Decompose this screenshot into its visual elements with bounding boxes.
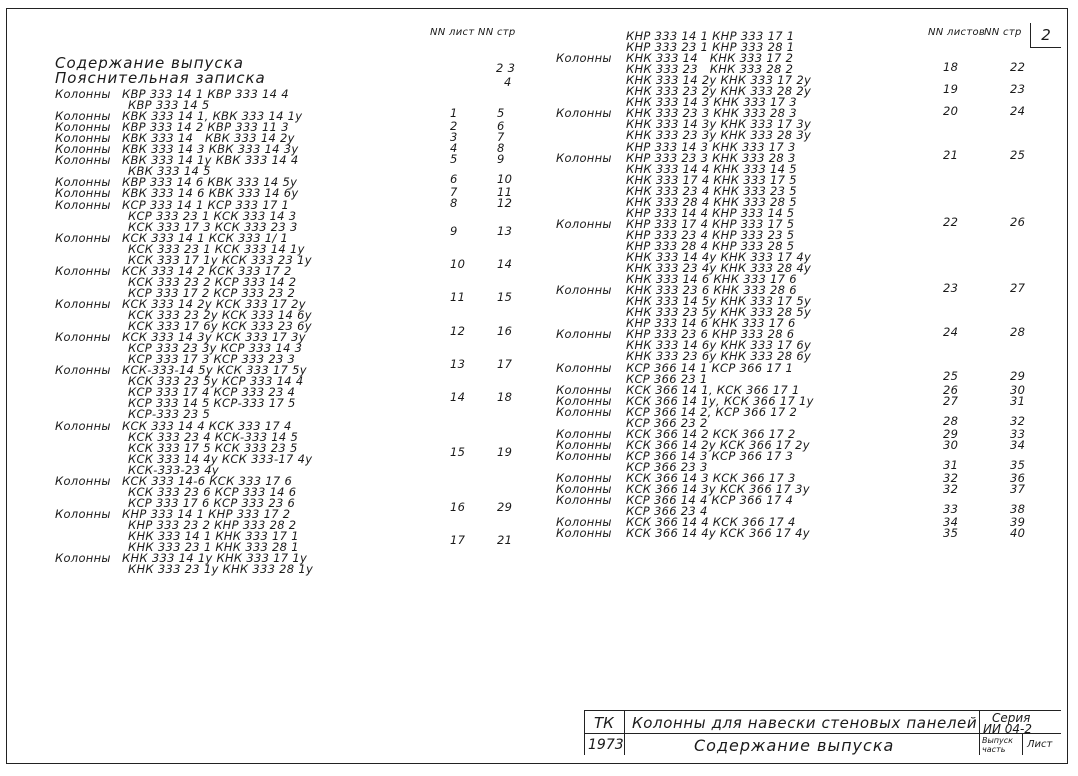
- left-row-code: КСК 333 14 4у КСК 333-17 4у: [128, 451, 313, 466]
- left-row-sheet: 15: [450, 445, 466, 460]
- left-row-page: 29: [497, 500, 513, 515]
- right-row-code: КНК 333 14 6у КНК 333 17 6у: [626, 338, 812, 353]
- right-row-code: КСК 366 14 3у КСК 366 17 3у: [626, 482, 810, 497]
- left-row-code: КСК 333 23 2 КСР 333 14 2: [128, 274, 297, 289]
- left-row-code: КСК 333 17 3 КСК 333 23 3: [128, 219, 298, 234]
- left-row-label: Колонны: [55, 131, 111, 146]
- right-row-code: КСК 366 14 2 КСК 366 17 2: [626, 426, 796, 441]
- left-row-sheet: 9: [450, 224, 458, 239]
- left-row-page: 13: [497, 224, 513, 239]
- right-row-page: 25: [1010, 148, 1026, 163]
- right-row-code: КСР 366 23 4: [626, 504, 708, 519]
- right-row-sheet: 27: [943, 393, 959, 408]
- title-block: [584, 710, 1061, 755]
- left-row-page: 12: [497, 196, 513, 211]
- right-row-label: Колонны: [556, 515, 612, 530]
- right-row-code: КНР 333 14 6 КНК 333 17 6: [626, 316, 796, 331]
- left-row-code: КВК 333 14 5: [128, 164, 211, 179]
- right-row-label: Колонны: [556, 283, 612, 298]
- left-row-label: Колонны: [55, 197, 111, 212]
- right-row-label: Колонны: [556, 426, 612, 441]
- right-row-page: 33: [1010, 426, 1026, 441]
- left-row-code: КСР 333 23 3у КСР 333 14 3: [128, 341, 303, 356]
- right-row-code: КСК 366 14 4у КСК 366 17 4у: [626, 526, 810, 541]
- page-number: 2: [1030, 23, 1061, 48]
- left-row-code: КНР 333 14 1 КНР 333 17 2: [122, 506, 291, 521]
- left-row-page: 18: [497, 389, 513, 404]
- left-row-page: 14: [497, 257, 513, 272]
- left-row-label: Колонны: [55, 230, 111, 245]
- left-row-code: КСР 333 17 4 КСР 333 23 4: [128, 385, 296, 400]
- right-row-page: 36: [1010, 471, 1026, 485]
- right-row-code: КНК 333 14 4 КНК 333 14 5: [626, 161, 797, 176]
- contents-title: Содержание выпуска: [55, 54, 244, 72]
- header-right-pages: NN стр: [984, 27, 1022, 38]
- left-row-code: КВР 333 14 5: [128, 98, 210, 113]
- right-row-code: КНР 333 17 4 КНР 333 17 5: [626, 216, 795, 231]
- left-row-sheet: 17: [450, 533, 466, 548]
- left-row-code: КСР 333 17 3 КСР 333 23 3: [128, 352, 296, 367]
- right-row-label: Колонны: [556, 360, 612, 375]
- left-row-label: Колонны: [55, 330, 111, 345]
- right-row-code: КНК 333 14 3 КНК 333 17 3: [626, 95, 797, 110]
- contents-title-page: 2 3: [496, 61, 516, 75]
- right-row-code: КНК 333 23 3у КНК 333 28 3у: [626, 128, 812, 143]
- left-row-page: 8: [497, 141, 505, 156]
- left-row-code: КСК 333 23 5у КСР 333 14 4: [128, 374, 304, 389]
- left-row-sheet: 11: [450, 290, 466, 305]
- left-row-code: КСР 333 17 2 КСР 333 23 2: [128, 285, 296, 300]
- right-row-code: КСК 366 14 3 КСК 366 17 3: [626, 471, 796, 485]
- right-row-code: КНК 333 14 2у КНК 333 17 2у: [626, 73, 812, 88]
- left-row-code: КВК 333 14 3 КВК 333 14 3у: [122, 142, 299, 157]
- right-row-sheet: 34: [943, 515, 959, 530]
- left-row-sheet: 4: [450, 141, 458, 156]
- left-row-code: КСК 333 17 5 КСК 333 23 5: [128, 440, 298, 455]
- left-row-code: КНК 333 14 1у КНК 333 17 1у: [122, 551, 308, 566]
- right-row-sheet: 33: [943, 501, 959, 516]
- right-row-sheet: 24: [943, 325, 959, 340]
- left-row-sheet: 6: [450, 172, 458, 187]
- right-row-code: КНР 333 14 4 КНР 333 14 5: [626, 205, 795, 220]
- left-row-label: Колонны: [55, 109, 111, 124]
- left-row-code: КНК 333 23 1у КНК 333 28 1у: [128, 562, 314, 577]
- right-row-code: КНК 333 14 4у КНК 333 17 4у: [626, 250, 812, 264]
- left-row-label: Колонны: [55, 473, 111, 488]
- left-row-label: Колонны: [55, 551, 111, 566]
- right-row-label: Колонны: [556, 471, 612, 485]
- right-row-code: КСР 366 14 2, КСР 366 17 2: [626, 404, 798, 419]
- left-row-label: Колонны: [55, 296, 111, 311]
- left-row-code: КСК 333 14 4 КСК 333 17 4: [122, 418, 292, 433]
- right-row-code: КСР 366 14 1 КСР 366 17 1: [626, 360, 794, 375]
- left-row-label: Колонны: [55, 506, 111, 521]
- sheet-label: Лист: [1027, 739, 1053, 750]
- right-row-sheet: 19: [943, 82, 959, 97]
- right-row-sheet: 35: [943, 526, 959, 541]
- right-row-sheet: 25: [943, 369, 959, 384]
- right-row-label: Колонны: [556, 327, 612, 342]
- right-row-sheet: 29: [943, 426, 959, 441]
- right-row-code: КНК 333 23 6у КНК 333 28 6у: [626, 349, 812, 364]
- right-row-code: КНК 333 23 2у КНК 333 28 2у: [626, 84, 812, 99]
- right-row-page: 26: [1010, 214, 1026, 229]
- left-row-sheet: 13: [450, 356, 466, 371]
- left-row-code: КСК 333 23 1 КСК 333 14 1у: [128, 241, 305, 256]
- right-row-label: Колонны: [556, 382, 612, 397]
- right-row-page: 37: [1010, 482, 1026, 497]
- right-row-sheet: 28: [943, 413, 959, 428]
- left-row-code: КСР 333 14 1 КСР 333 17 1: [122, 197, 290, 212]
- left-row-code: КСК 333 14-6 КСК 333 17 6: [122, 473, 293, 488]
- header-right-sheets: NN листов: [928, 27, 986, 38]
- left-row-code: КСК-333-23 4у: [128, 462, 219, 477]
- right-row-sheet: 26: [943, 382, 959, 397]
- left-row-code: КСР 333 14 5 КСР-333 17 5: [128, 396, 296, 411]
- title-block-title: Колонны для навески стеновых панелей: [632, 714, 978, 732]
- right-row-code: КНК 333 23 5у КНК 333 28 5у: [626, 305, 812, 320]
- right-row-page: 27: [1010, 280, 1026, 295]
- left-row-sheet: 1: [450, 105, 458, 120]
- right-row-page: 38: [1010, 501, 1026, 516]
- left-row-label: Колонны: [55, 175, 111, 190]
- left-row-code: КНК 333 23 1 КНК 333 28 1: [128, 540, 299, 555]
- right-row-label: Колонны: [556, 51, 612, 66]
- right-row-label: Колонны: [556, 448, 612, 463]
- right-row-sheet: 23: [943, 280, 959, 295]
- right-row-page: 23: [1010, 82, 1026, 97]
- header-sheets-pages: NN лист NN стр: [430, 27, 516, 38]
- right-row-page: 24: [1010, 104, 1026, 119]
- left-row-label: Колонны: [55, 186, 111, 201]
- left-row-code: КСК 333 23 6 КСР 333 14 6: [128, 484, 297, 499]
- left-row-code: КВР 333 14 6 КВК 333 14 5у: [122, 175, 298, 190]
- right-row-sheet: 32: [943, 482, 959, 497]
- left-row-sheet: 10: [450, 257, 466, 272]
- left-row-page: 15: [497, 290, 513, 305]
- right-row-page: 31: [1010, 393, 1026, 408]
- left-row-page: 11: [497, 185, 513, 200]
- left-row-code: КСР 333 17 6 КСР 333 23 6: [128, 495, 296, 510]
- left-row-sheet: 7: [450, 185, 458, 200]
- right-row-code: КНР 333 23 3 КНК 333 28 3: [626, 150, 796, 165]
- left-row-code: КСР 333 23 1 КСК 333 14 3: [128, 208, 297, 223]
- right-row-page: 39: [1010, 515, 1026, 530]
- issue-label: Выпуск часть: [982, 736, 1013, 754]
- right-row-label: Колонны: [556, 437, 612, 452]
- left-row-label: Колонны: [55, 418, 111, 433]
- right-row-label: Колонны: [556, 150, 612, 165]
- explanatory-note-page: 4: [504, 75, 512, 89]
- left-row-code: КВК 333 14 6 КВК 333 14 6у: [122, 186, 299, 201]
- left-row-page: 5: [497, 105, 505, 120]
- right-row-code: КСК 366 14 2у КСК 366 17 2у: [626, 437, 810, 452]
- left-row-label: Колонны: [55, 153, 111, 168]
- left-row-code: КСК 333 17 6у КСК 333 23 6у: [128, 319, 312, 334]
- right-row-code: КНК 333 23 3 КНК 333 28 3: [626, 106, 797, 121]
- right-row-page: 29: [1010, 369, 1026, 384]
- right-row-label: Колонны: [556, 404, 612, 419]
- left-row-page: 7: [497, 130, 505, 145]
- left-row-label: Колонны: [55, 263, 111, 278]
- left-row-sheet: 8: [450, 196, 458, 211]
- right-row-page: 32: [1010, 413, 1026, 428]
- right-row-sheet: 32: [943, 471, 959, 485]
- right-row-code: КСР 366 14 4 КСР 366 17 4: [626, 493, 794, 508]
- left-row-code: КВР 333 14 2 КВР 333 11 3: [122, 120, 289, 135]
- left-row-page: 9: [497, 152, 505, 167]
- right-row-code: КНК 333 14 КНК 333 17 2: [626, 51, 794, 66]
- right-row-code: КНК 333 23 4у КНК 333 28 4у: [626, 261, 812, 276]
- right-row-label: Колонны: [556, 106, 612, 121]
- right-row-code: КСК 366 14 4 КСК 366 17 4: [626, 515, 796, 530]
- right-row-code: КСР 366 23 3: [626, 459, 708, 474]
- right-row-code: КНР 333 23 4 КНР 333 23 5: [626, 227, 795, 242]
- right-row-page: 34: [1010, 437, 1026, 452]
- right-row-code: КНК 333 23 4 КНК 333 23 5: [626, 183, 797, 198]
- left-row-page: 19: [497, 445, 513, 460]
- left-row-sheet: 16: [450, 500, 466, 515]
- right-row-code: КНР 333 23 6 КНР 333 28 6: [626, 327, 795, 342]
- title-block-code: ТК: [594, 714, 614, 732]
- left-row-code: КВК 333 14 1, КВК 333 14 1у: [122, 109, 303, 124]
- right-row-code: КНР 333 14 3 КНК 333 17 3: [626, 139, 796, 154]
- left-row-code: КВК 333 14 КВК 333 14 2у: [122, 131, 295, 146]
- right-row-code: КСК 366 14 1, КСК 366 17 1: [626, 382, 800, 397]
- right-row-sheet: 18: [943, 59, 959, 74]
- right-row-code: КСР 366 14 3 КСР 366 17 3: [626, 448, 794, 463]
- left-row-code: КСК 333 17 1у КСК 333 23 1у: [128, 252, 312, 267]
- right-row-page: 40: [1010, 526, 1026, 541]
- left-row-page: 21: [497, 533, 513, 548]
- right-row-sheet: 21: [943, 148, 959, 163]
- right-row-sheet: 30: [943, 437, 959, 452]
- left-row-sheet: 14: [450, 389, 466, 404]
- left-row-label: Колонны: [55, 363, 111, 378]
- left-row-sheet: 12: [450, 323, 466, 338]
- right-row-page: 30: [1010, 382, 1026, 397]
- left-row-code: КСК 333 23 4 КСК-333 14 5: [128, 429, 299, 444]
- left-row-code: КНР 333 23 2 КНР 333 28 2: [128, 517, 297, 532]
- left-row-page: 10: [497, 172, 513, 187]
- title-block-year: 1973: [588, 737, 624, 753]
- right-row-code: КНР 333 23 1 КНР 333 28 1: [626, 40, 795, 55]
- right-row-sheet: 22: [943, 214, 959, 229]
- right-row-page: 28: [1010, 325, 1026, 340]
- left-row-code: КВР 333 14 1 КВР 333 14 4: [122, 87, 289, 101]
- left-row-sheet: 3: [450, 130, 458, 145]
- title-block-subtitle: Содержание выпуска: [694, 736, 895, 755]
- left-row-code: КНК 333 14 1 КНК 333 17 1: [128, 529, 299, 543]
- left-row-page: 16: [497, 323, 513, 338]
- left-row-page: 6: [497, 119, 505, 134]
- left-row-label: Колонны: [55, 120, 111, 135]
- left-row-label: Колонны: [55, 142, 111, 157]
- explanatory-note: Пояснительная записка: [55, 69, 266, 87]
- left-row-code: КСК 333 14 2у КСК 333 17 2у: [122, 296, 306, 311]
- left-row-label: Колонны: [55, 87, 111, 101]
- right-row-code: КНК 333 14 3у КНК 333 17 3у: [626, 117, 812, 132]
- right-row-code: КСР 366 23 1: [626, 371, 708, 386]
- series-label: Серия: [992, 711, 1031, 725]
- left-row-code: КСК-333-14 5у КСК 333 17 5у: [122, 363, 307, 378]
- left-row-code: КСР-333 23 5: [128, 407, 211, 422]
- right-row-code: КСК 366 14 1у, КСК 366 17 1у: [626, 393, 814, 408]
- left-row-code: КСК 333 14 3у КСК 333 17 3у: [122, 330, 306, 345]
- right-row-code: КНК 333 23 6 КНК 333 28 6: [626, 283, 797, 298]
- right-row-label: Колонны: [556, 526, 612, 541]
- right-row-code: КСР 366 23 2: [626, 415, 708, 430]
- right-row-label: Колонны: [556, 216, 612, 231]
- right-row-sheet: 20: [943, 104, 959, 119]
- left-row-page: 17: [497, 356, 513, 371]
- right-row-code: КНР 333 14 1 КНР 333 17 1: [626, 29, 795, 43]
- left-row-sheet: 5: [450, 152, 458, 167]
- series-value: ИИ 04-2: [983, 722, 1033, 736]
- right-row-label: Колонны: [556, 482, 612, 497]
- right-row-code: КНК 333 14 5у КНК 333 17 5у: [626, 294, 812, 309]
- right-row-code: КНК 333 14 6 КНК 333 17 6: [626, 272, 797, 287]
- left-row-code: КСК 333 14 2 КСК 333 17 2: [122, 263, 292, 278]
- left-row-code: КВК 333 14 1у КВК 333 14 4: [122, 153, 299, 168]
- right-row-label: Колонны: [556, 493, 612, 508]
- right-row-page: 22: [1010, 59, 1026, 74]
- right-row-code: КНК 333 28 4 КНК 333 28 5: [626, 194, 797, 209]
- right-row-code: КНР 333 28 4 КНР 333 28 5: [626, 238, 795, 253]
- right-row-code: КНК 333 23 КНК 333 28 2: [626, 62, 794, 77]
- right-row-page: 35: [1010, 457, 1026, 472]
- right-row-code: КНК 333 17 4 КНК 333 17 5: [626, 172, 797, 187]
- left-row-sheet: 2: [450, 119, 458, 134]
- right-row-label: Колонны: [556, 393, 612, 408]
- left-row-code: КСК 333 14 1 КСК 333 1/ 1: [122, 230, 289, 245]
- right-row-sheet: 31: [943, 457, 959, 472]
- left-row-code: КСК 333 23 2у КСК 333 14 6у: [128, 308, 312, 322]
